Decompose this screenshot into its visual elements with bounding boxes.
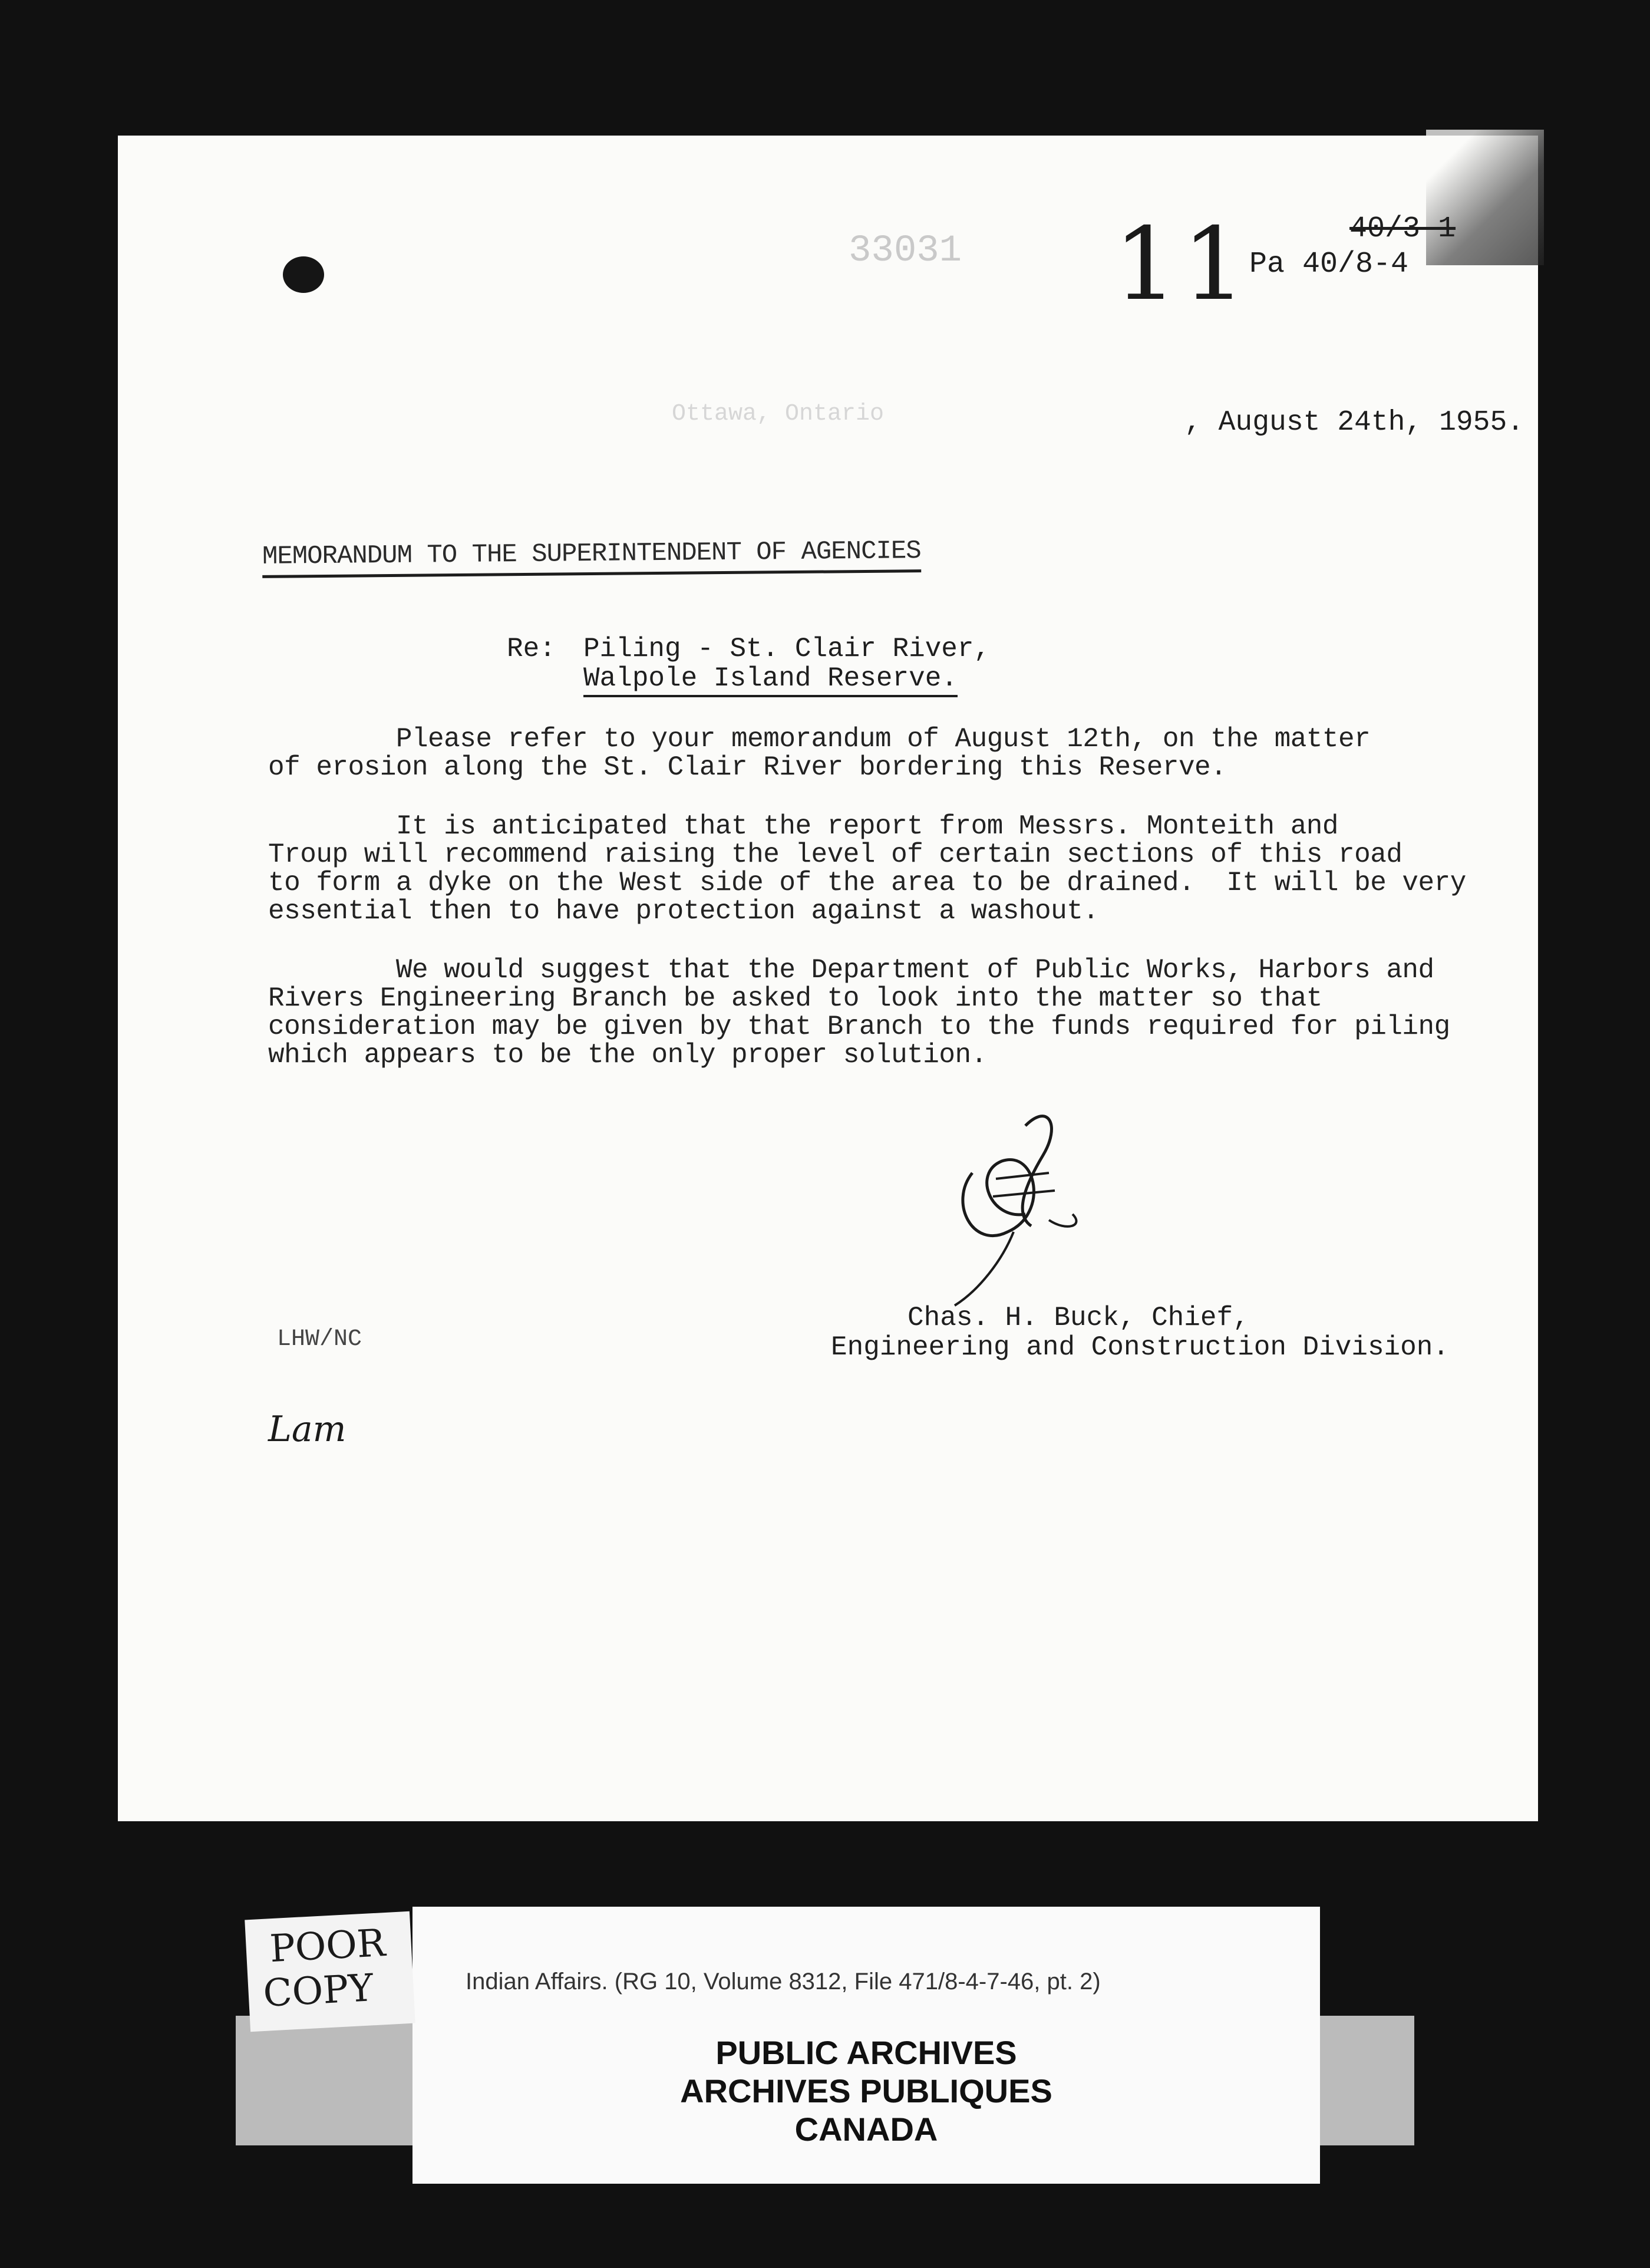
paragraph-1: Please refer to your memorandum of August 12th, on the matter of erosion along the St. Clair River bordering this Reserve.: [268, 724, 1371, 783]
stamp-number: 33031: [849, 230, 962, 272]
handwritten-signature: [937, 1102, 1131, 1314]
punch-hole: [283, 256, 324, 293]
re-label: Re:: [507, 634, 556, 664]
file-number-crossed: 40/3-1: [1349, 212, 1456, 246]
file-number: Pa 40/8-4: [1249, 248, 1409, 281]
typist-initials: LHW/NC: [277, 1326, 362, 1353]
memo-title: MEMORANDUM TO THE SUPERINTENDENT OF AGENCIES: [262, 536, 921, 578]
poor-copy-stamp: [245, 1911, 415, 2032]
archive-line-1: PUBLIC ARCHIVES: [715, 2034, 1017, 2071]
paragraph-2: It is anticipated that the report from Messrs. Monteith and Troup will recommend raising the level of certain sections of this road to form a dyke on the West side of the area to be drained. It will be very essential then to have protection against a washout.: [268, 811, 1466, 927]
signature-name: Chas. H. Buck, Chief,: [908, 1303, 1249, 1333]
document-page: [118, 136, 1538, 1821]
poor-copy-line-1: POOR: [268, 1921, 387, 1972]
poor-copy-line-2: COPY: [262, 1966, 375, 2016]
archive-line-3: CANADA: [794, 2111, 938, 2148]
archive-line-2: ARCHIVES PUBLIQUES: [680, 2072, 1052, 2109]
paragraph-3: We would suggest that the Department of Public Works, Harbors and Rivers Engineering Branch be asked to look into the matter so that consideration may be given by that Branch to the funds required for piling which appears to be the only proper solution.: [268, 955, 1450, 1070]
faint-place: Ottawa, Ontario: [672, 401, 885, 427]
archive-reference: Indian Affairs. (RG 10, Volume 8312, File 471/8-4-7-46, pt. 2): [466, 1969, 1101, 1995]
re-line-2: Walpole Island Reserve.: [583, 663, 958, 697]
re-line-1: Piling - St. Clair River,: [583, 634, 991, 664]
handwritten-initials: Lam: [268, 1409, 346, 1450]
archive-label-card: [412, 1907, 1320, 2184]
handwritten-mark: 11: [1114, 206, 1251, 323]
memo-date: , August 24th, 1955.: [1184, 407, 1524, 439]
signature-title: Engineering and Construction Division.: [831, 1332, 1449, 1363]
